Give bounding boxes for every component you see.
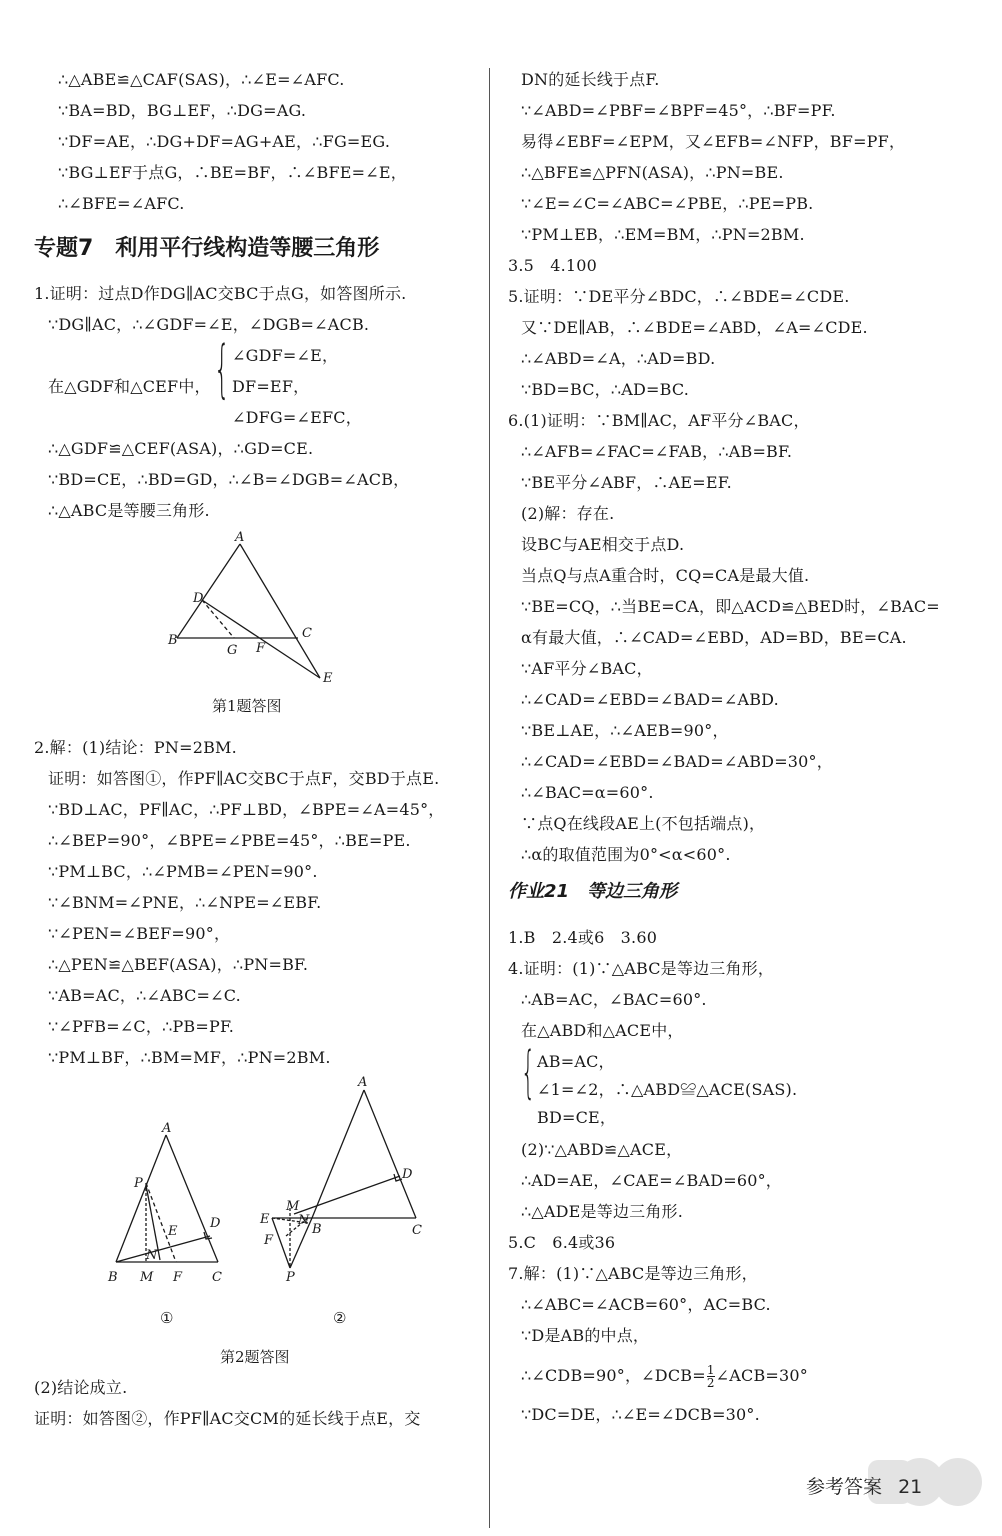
page-number: 21 [898,1476,923,1498]
q6-line: α有最大值，∴∠CAD=∠EBD，AD=BD，BE=CA. [521,628,907,647]
page-footer [806,1475,922,1499]
answer-line: 3.5 4.100 [508,256,598,275]
q2-line: ∵∠PEN=∠BEF=90°， [48,924,231,943]
point-label-b: B [312,1222,322,1237]
q7-line: ∴∠ABC=∠ACB=60°，AC=BC. [521,1295,771,1314]
q6-line: 当点Q与点A重合时，CQ=CA是最大值. [521,566,810,585]
q6-line: 6.(1)证明：∵BM∥AC，AF平分∠BAC， [508,411,810,430]
point-label-b: B [168,633,178,648]
q5-line: ∴∠ABD=∠A，∴AD=BD. [521,349,716,368]
q2-line: ∵PM⊥BC，∴∠PMB=∠PEN=90°. [48,862,318,881]
q2-line: ∵PM⊥BF，∴BM=MF，∴PN=2BM. [48,1048,331,1067]
q2-cont-line: DN的延长线于点F. [521,70,660,89]
q6-line: ∵点Q在线段AE上(不包括端点)， [521,814,766,833]
q4-line: (2)∵△ABD≌△ACE， [521,1140,683,1159]
q2-line: 证明：如答图②，作PF∥AC交CM的延长线于点E，交 [34,1409,421,1428]
brace-item: ∠GDF=∠E， [232,346,339,365]
point-label-m: M [140,1270,154,1285]
fraction-denominator: 2 [706,1376,715,1390]
point-label-c: C [412,1223,422,1238]
figure-label-2: ② [333,1309,347,1327]
q6-line: ∴α的取值范围为0°<α<60°. [521,845,731,864]
q1-line: ∵BD=CE，∴BD=GD，∴∠B=∠DGB=∠ACB， [48,470,410,489]
fraction-numerator: 1 [706,1363,715,1377]
point-label-e: E [168,1224,178,1239]
text-line: ∴∠BFE=∠AFC. [58,194,185,213]
point-label-p: P [134,1176,143,1191]
point-label-n: N [298,1213,310,1228]
brace-item: ∠DFG=∠EFC， [232,408,362,427]
q2-cont-line: ∵∠ABD=∠PBF=∠BPF=45°，∴BF=PF. [521,101,836,120]
q6-line: ∵BE=CQ，∴当BE=CA，即△ACD≌△BED时，∠BAC= [521,597,940,616]
point-label-d: D [402,1167,413,1182]
q6-line: ∵BE平分∠ABF，∴AE=EF. [521,473,732,492]
q4-line: ∴AB=AC，∠BAC=60°. [521,990,707,1009]
q7-line: ∵D是AB的中点， [521,1326,650,1345]
text-line: ∴△ABE≌△CAF(SAS)，∴∠E=∠AFC. [58,70,345,89]
figure-q2-2 [250,1068,440,1288]
brace-item: DF=EF， [232,377,310,396]
point-label-g: G [227,643,238,658]
q6-line: ∴∠AFB=∠FAC=∠FAB，∴AB=BF. [521,442,793,461]
point-label-b: B [108,1270,118,1285]
q5-line: 又∵DE∥AB，∴∠BDE=∠ABD，∠A=∠CDE. [521,318,868,337]
q2-line: ∵BD⊥AC，PF∥AC，∴PF⊥BD，∠BPE=∠A=45°， [48,800,445,819]
q7-line: 7.解：(1)∵△ABC是等边三角形， [508,1264,758,1283]
point-label-p: P [286,1270,295,1285]
q4-line: ∴△ADE是等边三角形. [521,1202,684,1221]
point-label-c: C [212,1270,222,1285]
q2-line: ∴△PEN≌△BEF(ASA)，∴PN=BF. [48,955,309,974]
q2-line: ∵∠BNM=∠PNE，∴∠NPE=∠EBF. [48,893,322,912]
q1-line: ∵DG∥AC，∴∠GDF=∠E，∠DGB=∠ACB. [48,315,370,334]
point-label-f: F [264,1233,274,1248]
figure-q2-1 [100,1115,235,1295]
brace-symbol: { [214,332,230,405]
text-line: ∵BG⊥EF于点G，∴BE=BF，∴∠BFE=∠E， [58,163,407,182]
q6-line: ∵AF平分∠BAC， [521,659,653,678]
fraction-one-half [707,1364,715,1389]
q7-line: ∵DC=DE，∴∠E=∠DCB=30°. [521,1405,760,1424]
q2-cont-line: ∵PM⊥EB，∴EM=BM，∴PN=2BM. [521,225,805,244]
figure-q1 [160,528,350,698]
point-label-n: N [146,1248,158,1263]
q4-line: 4.证明：(1)∵△ABC是等边三角形， [508,959,775,978]
answer-line: 1.B 2.4或6 3.60 [508,928,658,947]
point-label-c: C [302,626,312,641]
q1-line: ∴△ABC是等腰三角形. [48,501,210,520]
q6-line: ∴∠CAD=∠EBD=∠BAD=∠ABD. [521,690,779,709]
q6-line: ∵BE⊥AE，∴∠AEB=90°， [521,721,729,740]
q2-line: 证明：如答图①，作PF∥AC交BC于点F，交BD于点E. [48,769,440,788]
figure-caption: 第1题答图 [212,697,282,715]
figure-caption: 第2题答图 [220,1348,290,1366]
q1-line: ∴△GDF≌△CEF(ASA)，∴GD=CE. [48,439,314,458]
segment-ab [177,544,240,638]
q2-line: ∵∠PFB=∠C，∴PB=PF. [48,1017,235,1036]
point-label-f: F [173,1270,183,1285]
q2-line: ∵AB=AC，∴∠ABC=∠C. [48,986,241,1005]
point-label-a: A [235,530,245,545]
q2-line: ∴∠BEP=90°，∠BPE=∠PBE=45°，∴BE=PE. [48,831,411,850]
brace-item: BD=CE， [537,1108,617,1127]
text-line: ∵DF=AE，∴DG+DF=AG+AE，∴FG=EG. [58,132,391,151]
q4-line: 在△ABD和△ACE中， [521,1021,684,1040]
q2-cont-line: ∵∠E=∠C=∠ABC=∠PBE，∴PE=PB. [521,194,814,213]
point-label-e: E [260,1212,270,1227]
brace-symbol: { [521,1040,536,1105]
section-title: 专题7 利用平行线构造等腰三角形 [34,236,380,261]
segment-dg-dashed [202,600,234,638]
text-line: ∵BA=BD，BG⊥EF，∴DG=AG. [58,101,307,120]
point-label-d: D [210,1216,221,1231]
figure-label-1: ① [160,1309,174,1327]
q2-cont-line: 易得∠EBF=∠EPM，又∠EFB=∠NFP，BF=PF， [521,132,906,151]
q7-fraction-post: ∠ACB=30° [715,1366,808,1385]
brace-item: ∠1=∠2，∴△ABD≌△ACE(SAS). [537,1080,798,1099]
q6-line: 设BC与AE相交于点D. [521,535,685,554]
answer-line: 5.C 6.4或36 [508,1233,616,1252]
point-label-a: A [162,1121,172,1136]
q5-line: ∵BD=BC，∴AD=BC. [521,380,690,399]
brace-item: AB=AC， [537,1052,615,1071]
point-label-a: A [358,1075,368,1090]
q6-line: (2)解：存在. [521,504,615,523]
point-label-f: F [256,641,266,656]
q2-line: 2.解：(1)结论：PN=2BM. [34,738,237,757]
q7-fraction-line [521,1364,808,1389]
point-label-e: E [323,671,333,686]
q2-line: (2)结论成立. [34,1378,128,1397]
q1-line: 1.证明：过点D作DG∥AC交BC于点G，如答图所示. [34,284,407,303]
point-label-d: D [193,591,204,606]
q6-line: ∴∠CAD=∠EBD=∠BAD=∠ABD=30°， [521,752,833,771]
footer-label: 参考答案 [806,1476,883,1498]
q2-cont-line: ∴△BFE≌△PFN(ASA)，∴PN=BE. [521,163,784,182]
segment-ae [240,544,320,678]
point-label-m: M [286,1199,300,1214]
column-divider [489,68,490,1528]
section-title: 作业21 等边三角形 [508,881,678,902]
q1-in-prefix: 在△GDF和△CEF中， [48,377,211,396]
q4-line: ∴AD=AE，∠CAE=∠BAD=60°， [521,1171,783,1190]
q7-fraction-pre: ∴∠CDB=90°，∠DCB= [521,1366,706,1385]
q5-line: 5.证明：∵DE平分∠BDC，∴∠BDE=∠CDE. [508,287,850,306]
q6-line: ∴∠BAC=α=60°. [521,783,654,802]
